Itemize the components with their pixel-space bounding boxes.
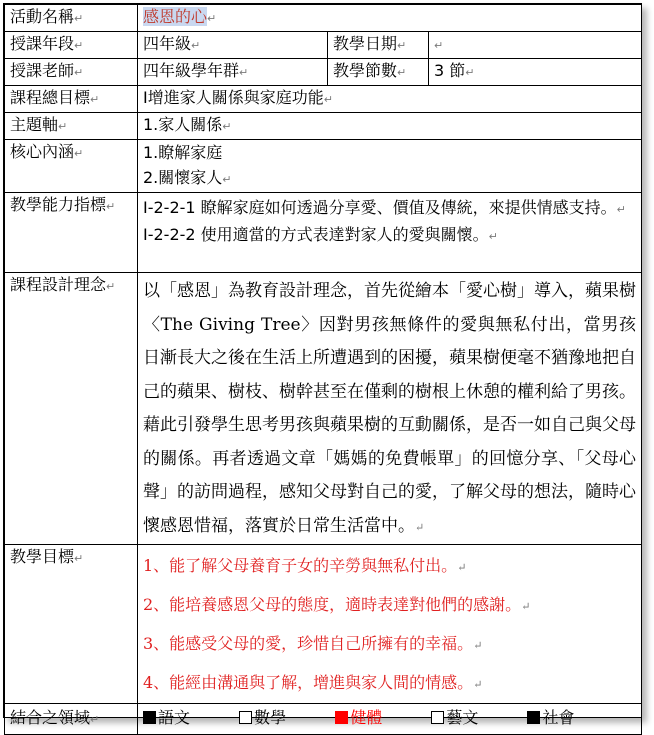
core-content-item[interactable] xyxy=(143,140,636,165)
paragraph-mark: ↵ xyxy=(239,66,249,79)
combined-fields-value-cell[interactable] xyxy=(138,704,642,735)
grade-label-cell xyxy=(5,32,138,59)
paragraph-mark: ↵ xyxy=(465,66,475,79)
theme-axis-value-cell[interactable] xyxy=(138,113,642,140)
ability-indicators-label-cell xyxy=(5,193,138,273)
teaching-goals-label: 教學目標 xyxy=(10,547,75,566)
ability-indicator-item[interactable] xyxy=(143,222,636,249)
checkbox-checked-icon[interactable] xyxy=(143,711,156,724)
teaching-goal-text: 4、能經由溝通與了解，增進與家人間的情感。 xyxy=(143,673,474,692)
date-value-cell[interactable] xyxy=(429,32,642,59)
design-concept-value-cell[interactable] xyxy=(138,273,642,545)
field-option-social[interactable] xyxy=(527,704,574,732)
paragraph-mark: ↵ xyxy=(488,230,498,243)
row-combined-fields xyxy=(5,704,642,735)
row-activity-name xyxy=(5,5,642,32)
teaching-goals-value-cell[interactable] xyxy=(138,545,642,704)
row-teacher xyxy=(5,59,642,86)
paragraph-mark: ↵ xyxy=(90,713,100,726)
ability-indicators-value-cell[interactable] xyxy=(138,193,642,273)
teacher-label-cell xyxy=(5,59,138,86)
teaching-goal-item[interactable] xyxy=(143,664,636,703)
field-label: 數學 xyxy=(254,708,287,727)
core-content-item-text: 1.瞭解家庭 xyxy=(143,143,223,162)
overall-goal-value-cell[interactable] xyxy=(138,86,642,113)
grade-value[interactable]: 四年級 xyxy=(143,34,192,53)
checkbox-checked-icon[interactable] xyxy=(527,711,540,724)
date-label: 教學日期 xyxy=(333,34,398,53)
design-concept-label-cell xyxy=(5,273,138,545)
activity-name-value[interactable]: 感恩的心 xyxy=(143,7,208,26)
overall-goal-label: 課程總目標 xyxy=(10,88,91,107)
periods-value-cell[interactable] xyxy=(429,59,642,86)
core-content-item-text: 2.關懷家人 xyxy=(143,168,223,187)
row-ability-indicators xyxy=(5,193,642,273)
ability-indicator-text: I-2-2-1 瞭解家庭如何透過分享愛、價值及傳統，來提供情感支持。 xyxy=(143,198,617,217)
field-label: 社會 xyxy=(542,708,575,727)
row-teaching-goals xyxy=(5,545,642,704)
checkbox-empty-icon[interactable] xyxy=(431,711,444,724)
paragraph-mark: ↵ xyxy=(434,39,444,52)
paragraph-mark: ↵ xyxy=(207,12,217,25)
paragraph-mark: ↵ xyxy=(74,39,84,52)
paragraph-mark: ↵ xyxy=(521,600,531,613)
teaching-goal-item[interactable] xyxy=(143,586,636,625)
core-content-value-cell[interactable] xyxy=(138,140,642,193)
periods-label-cell xyxy=(328,59,429,86)
ability-indicator-text: I-2-2-2 使用適當的方式表達對家人的愛與關懷。 xyxy=(143,225,489,244)
field-label: 藝文 xyxy=(446,708,479,727)
field-option-math[interactable] xyxy=(239,704,286,732)
teaching-goals-label-cell xyxy=(5,545,138,704)
periods-label: 教學節數 xyxy=(333,61,398,80)
row-overall-goal xyxy=(5,86,642,113)
row-core-content xyxy=(5,140,642,193)
row-design-concept xyxy=(5,273,642,545)
paragraph-mark: ↵ xyxy=(74,66,84,79)
lesson-plan-table xyxy=(4,4,642,735)
paragraph-mark: ↵ xyxy=(74,147,84,160)
paragraph-mark: ↵ xyxy=(473,639,483,652)
theme-axis-value[interactable]: 1.家人關係 xyxy=(143,115,223,134)
teacher-value-cell[interactable] xyxy=(138,59,328,86)
field-label: 語文 xyxy=(158,708,191,727)
field-option-arts[interactable] xyxy=(431,704,478,732)
row-grade xyxy=(5,32,642,59)
activity-name-label: 活動名稱 xyxy=(10,7,75,26)
overall-goal-label-cell xyxy=(5,86,138,113)
activity-name-value-cell[interactable] xyxy=(138,5,642,32)
paragraph-mark: ↵ xyxy=(222,173,232,186)
teacher-label: 授課老師 xyxy=(10,61,75,80)
core-content-item[interactable] xyxy=(143,165,636,192)
paragraph-mark: ↵ xyxy=(457,561,467,574)
teaching-goal-text: 1、能了解父母養育子女的辛勞與無私付出。 xyxy=(143,556,458,575)
grade-value-cell[interactable] xyxy=(138,32,328,59)
paragraph-mark: ↵ xyxy=(90,93,100,106)
grade-label: 授課年段 xyxy=(10,34,75,53)
paragraph-mark: ↵ xyxy=(323,93,333,106)
core-content-label: 核心內涵 xyxy=(10,142,75,161)
field-option-health[interactable] xyxy=(335,704,382,732)
paragraph-mark: ↵ xyxy=(74,552,84,565)
field-label: 健體 xyxy=(350,708,383,727)
ability-indicator-item[interactable] xyxy=(143,195,636,222)
combined-fields-label: 結合之領域 xyxy=(10,708,91,727)
overall-goal-value[interactable]: Ⅰ增進家人關係與家庭功能 xyxy=(143,88,324,107)
paragraph-mark: ↵ xyxy=(106,280,116,293)
date-label-cell xyxy=(328,32,429,59)
paragraph-mark: ↵ xyxy=(191,39,201,52)
teacher-value[interactable]: 四年級學年群 xyxy=(143,61,240,80)
row-theme-axis xyxy=(5,113,642,140)
checkbox-checked-red-icon[interactable] xyxy=(335,711,348,724)
paragraph-mark: ↵ xyxy=(397,39,407,52)
field-option-language[interactable] xyxy=(143,704,190,732)
teaching-goal-text: 2、能培養感恩父母的態度，適時表達對他們的感謝。 xyxy=(143,595,522,614)
core-content-label-cell xyxy=(5,140,138,193)
periods-value[interactable]: 3 節 xyxy=(434,61,466,80)
activity-name-label-cell xyxy=(5,5,138,32)
theme-axis-label: 主題軸 xyxy=(10,115,59,134)
paragraph-mark: ↵ xyxy=(415,520,425,534)
checkbox-empty-icon[interactable] xyxy=(239,711,252,724)
paragraph-mark: ↵ xyxy=(58,120,68,133)
paragraph-mark: ↵ xyxy=(106,200,116,213)
paragraph-mark: ↵ xyxy=(473,678,483,691)
paragraph-mark: ↵ xyxy=(397,66,407,79)
lesson-plan-table-frame xyxy=(3,3,642,727)
combined-fields-label-cell xyxy=(5,704,138,735)
paragraph-mark: ↵ xyxy=(74,12,84,25)
ability-indicators-label: 教學能力指標 xyxy=(10,195,107,214)
design-concept-text[interactable]: 以「感恩」為教育設計理念，首先從繪本「愛心樹」導入，蘋果樹〈The Giving Tree〉因對男孩無條件的愛與無私付出，當男孩日漸長大之後在生活上所遭遇到的困擾，蘋果樹便毫不猶豫地把自己的蘋果、樹枝、樹幹甚至在僅剩的樹根上休憩的權利給了男孩。藉此引發學生思考男孩與蘋果樹的互動關係，是否一如自己與父母的關係。再者透過文章「媽媽的免費帳單」的回憶分享、「父母心聲」的訪問過程，感知父母對自己的愛，了解父母的想法，隨時心懷感恩惜福，落實於日常生活當中。 xyxy=(143,281,636,536)
paragraph-mark: ↵ xyxy=(616,203,626,216)
paragraph-mark: ↵ xyxy=(222,120,232,133)
teaching-goal-item[interactable] xyxy=(143,547,636,586)
teaching-goal-text: 3、能感受父母的愛，珍惜自己所擁有的幸福。 xyxy=(143,634,474,653)
theme-axis-label-cell xyxy=(5,113,138,140)
teaching-goal-item[interactable] xyxy=(143,625,636,664)
design-concept-label: 課程設計理念 xyxy=(10,275,107,294)
